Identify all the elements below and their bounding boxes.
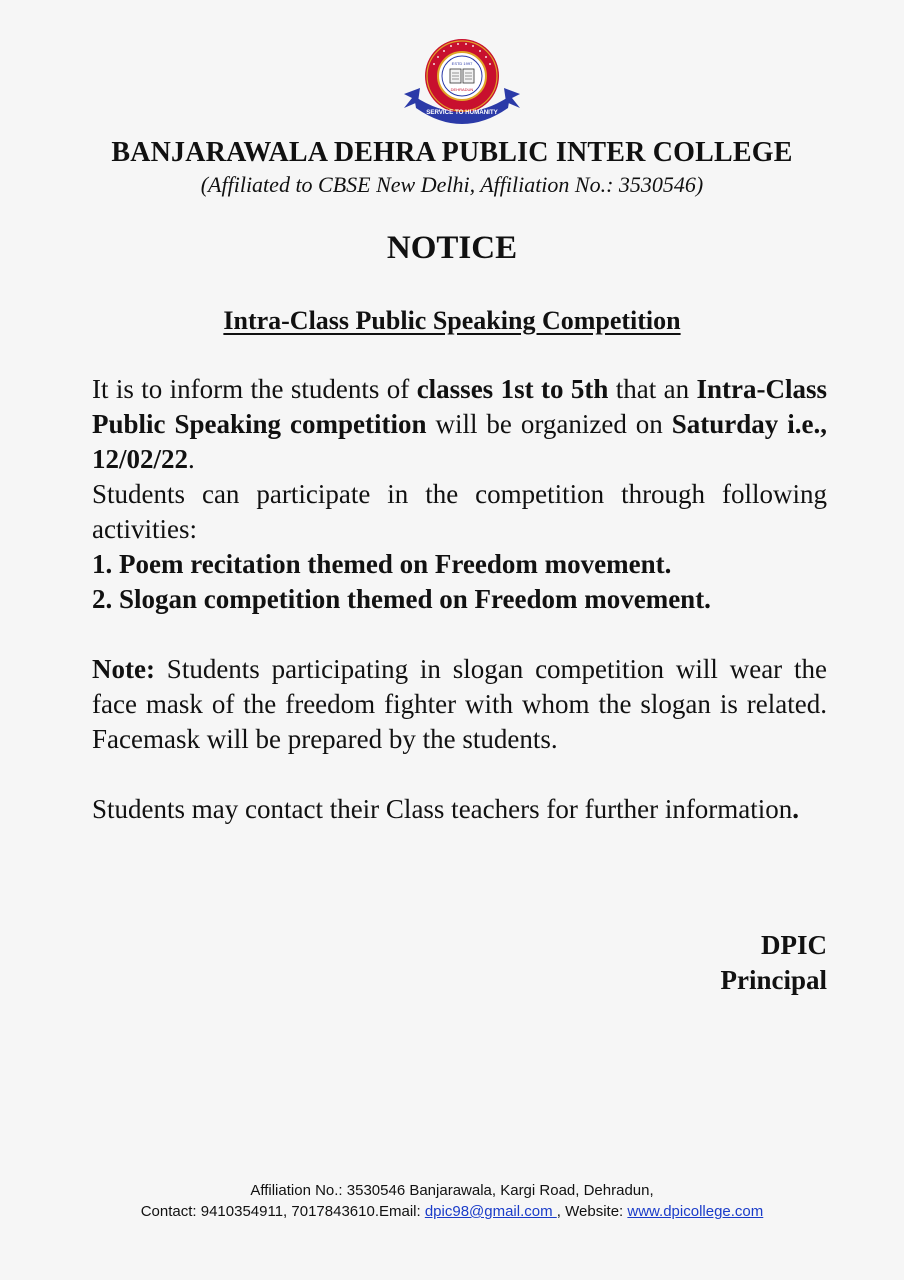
- contact-paragraph: [92, 792, 827, 827]
- activity-item: 1. Poem recitation themed on Freedom movement.: [92, 549, 672, 579]
- crest-estd: ESTD 1997: [451, 61, 473, 66]
- signature-block: [721, 928, 828, 998]
- activities-intro: Students can participate in the competition through following activities:: [92, 479, 827, 544]
- website-link[interactable]: www.dpicollege.com: [627, 1203, 764, 1220]
- activity-item: 2. Slogan competition themed on Freedom movement.: [92, 584, 711, 614]
- footer-contact-prefix: Contact: 9410354911, 7017843610.Email:: [140, 1203, 425, 1220]
- footer: [0, 1180, 904, 1222]
- notice-heading: NOTICE: [386, 230, 518, 266]
- intro-classes: classes 1st to 5th: [416, 374, 609, 404]
- notice-subject: [0, 305, 904, 337]
- email-link[interactable]: dpic98@gmail.com: [424, 1203, 557, 1220]
- college-crest-logo: [400, 36, 524, 128]
- note-paragraph: [92, 652, 827, 757]
- intro-text-2: that an: [608, 374, 697, 404]
- notice-body: [92, 372, 827, 827]
- footer-contact: [0, 1201, 904, 1222]
- college-name: BANJARAWALA DEHRA PUBLIC INTER COLLEGE: [111, 137, 793, 168]
- footer-contact-mid: , Website:: [556, 1203, 628, 1220]
- signature-org: DPIC: [761, 930, 827, 960]
- intro-competition: Intra-Class Public Speaking competition: [92, 374, 827, 439]
- crest-motto: SERVICE TO HUMANITY: [426, 109, 498, 116]
- note-label: Note:: [92, 654, 155, 684]
- footer-address: Affiliation No.: 3530546 Banjarawala, Kargi Road, Dehradun,: [250, 1182, 654, 1199]
- intro-text-1: It is to inform the students of: [92, 374, 417, 404]
- intro-date: Saturday i.e., 12/02/22: [92, 409, 827, 474]
- signature-title: Principal: [720, 965, 827, 995]
- crest-city: DEHRADUN: [450, 87, 474, 92]
- intro-text-3: will be organized on: [426, 409, 672, 439]
- affiliation-line: (Affiliated to CBSE New Delhi, Affiliation No.: 3530546): [200, 172, 704, 197]
- intro-text-4: .: [188, 444, 195, 474]
- contact-text: Students may contact their Class teachers for further information: [92, 794, 793, 824]
- college-crest-icon: [400, 36, 524, 128]
- contact-end: .: [792, 794, 800, 824]
- notice-subject-text: Intra-Class Public Speaking Competition: [223, 306, 681, 335]
- note-text: Students participating in slogan competition will wear the face mask of the freedom fighter with whom the slogan is related. Facemask will be prepared by the students.: [92, 654, 827, 754]
- intro-paragraph: [92, 372, 827, 477]
